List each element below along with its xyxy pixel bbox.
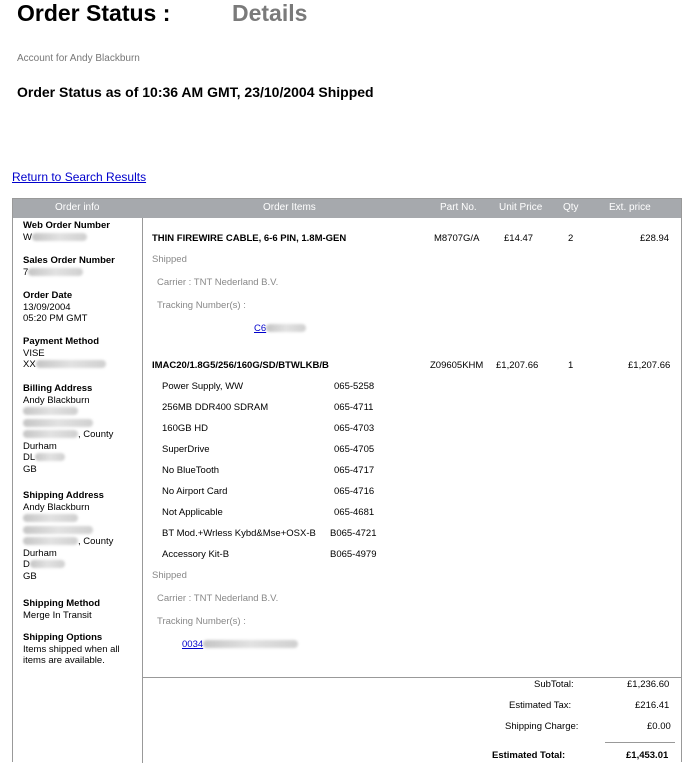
component-name: 256MB DDR400 SDRAM [162,402,269,413]
component-code: 065-4703 [334,423,375,434]
col-unit-price: Unit Price [499,202,543,213]
component-name: Accessory Kit-B [162,549,230,560]
order-table [12,198,682,762]
item-qty: 1 [568,360,574,371]
total-divider [605,742,675,743]
redacted-text [23,526,93,534]
item-qty: 2 [568,233,574,244]
totals-divider [143,677,681,678]
page-subtitle: Details [232,0,308,26]
redacted-text [23,537,78,545]
tax-value: £216.41 [635,700,670,711]
redacted-text [28,268,83,276]
item-status: Shipped [152,570,187,581]
item-unit-price: £1,207.66 [496,360,539,371]
estimated-total-label: Estimated Total: [492,750,566,761]
page-title: Order Status : [17,0,171,26]
redacted-text [23,419,93,427]
return-to-search-link[interactable]: Return to Search Results [12,170,147,184]
item-name: IMAC20/1.8G5/256/160G/SD/BTWLKB/B [152,360,329,371]
shipping-method: Shipping Method Merge In Transit [23,598,101,621]
component-code: B065-4721 [330,528,377,539]
item-name: THIN FIREWIRE CABLE, 6-6 PIN, 1.8M-GEN [152,233,347,244]
redacted-text [35,453,65,461]
col-order-info: Order info [55,202,100,213]
component-name: SuperDrive [162,444,210,455]
estimated-total-value: £1,453.01 [626,750,669,761]
col-part-no: Part No. [440,202,477,213]
component-code: 065-5258 [334,381,375,392]
col-order-items: Order Items [263,202,316,213]
col-qty: Qty [563,202,579,213]
web-order-number: Web Order Number W [23,220,110,243]
tracking-number-link[interactable]: C6 [254,323,306,334]
component-code: 065-4681 [334,507,375,518]
component-code: B065-4979 [330,549,377,560]
item-tracking-label: Tracking Number(s) : [157,616,246,627]
redacted-text [32,233,87,241]
shipping-options: Shipping Options Items shipped when all items are available. [23,632,120,666]
payment-method: Payment Method VISE XX [23,336,141,371]
component-name: Not Applicable [162,507,223,518]
redacted-text [36,360,106,368]
order-info-column [13,218,143,763]
component-code: 065-4716 [334,486,375,497]
redacted-text [23,407,78,415]
billing-address: Billing Address Andy Blackburn , County Durham DL GB [23,383,114,475]
component-name: No BlueTooth [162,465,220,476]
redacted-text [23,430,78,438]
item-carrier: Carrier : TNT Nederland B.V. [157,277,279,288]
redacted-text [30,560,65,568]
account-label: Account for Andy Blackburn [17,53,140,64]
component-name: BT Mod.+Wrless Kybd&Mse+OSX-B [162,528,316,539]
order-status-line: Order Status as of 10:36 AM GMT, 23/10/2004 Shipped [17,84,374,100]
tax-label: Estimated Tax: [509,700,572,711]
subtotal-label: SubTotal: [534,679,574,690]
component-code: 065-4705 [334,444,375,455]
item-ext-price: £28.94 [640,233,670,244]
shipping-address: Shipping Address Andy Blackburn , County Durham D GB [23,490,114,582]
col-ext-price: Ext. price [609,202,651,213]
tracking-number-link[interactable]: 0034 [182,639,298,650]
shipping-charge-label: Shipping Charge: [505,721,579,732]
component-name: Power Supply, WW [162,381,244,392]
redacted-text [23,514,78,522]
item-ext-price: £1,207.66 [628,360,671,371]
item-status: Shipped [152,254,187,265]
table-header [13,199,681,218]
subtotal-value: £1,236.60 [627,679,670,690]
item-tracking-label: Tracking Number(s) : [157,300,246,311]
order-date: Order Date 13/09/2004 05:20 PM GMT [23,290,88,324]
item-unit-price: £14.47 [504,233,534,244]
sales-order-number: Sales Order Number 7 [23,255,115,278]
component-code: 065-4717 [334,465,375,476]
shipping-charge-value: £0.00 [647,721,671,732]
component-code: 065-4711 [334,402,374,413]
item-part-no: Z09605KHM [430,360,484,371]
item-carrier: Carrier : TNT Nederland B.V. [157,593,279,604]
redacted-text [266,324,306,332]
redacted-text [203,640,298,648]
component-name: No Airport Card [162,486,228,497]
component-name: 160GB HD [162,423,208,434]
item-part-no: M8707G/A [434,233,480,244]
